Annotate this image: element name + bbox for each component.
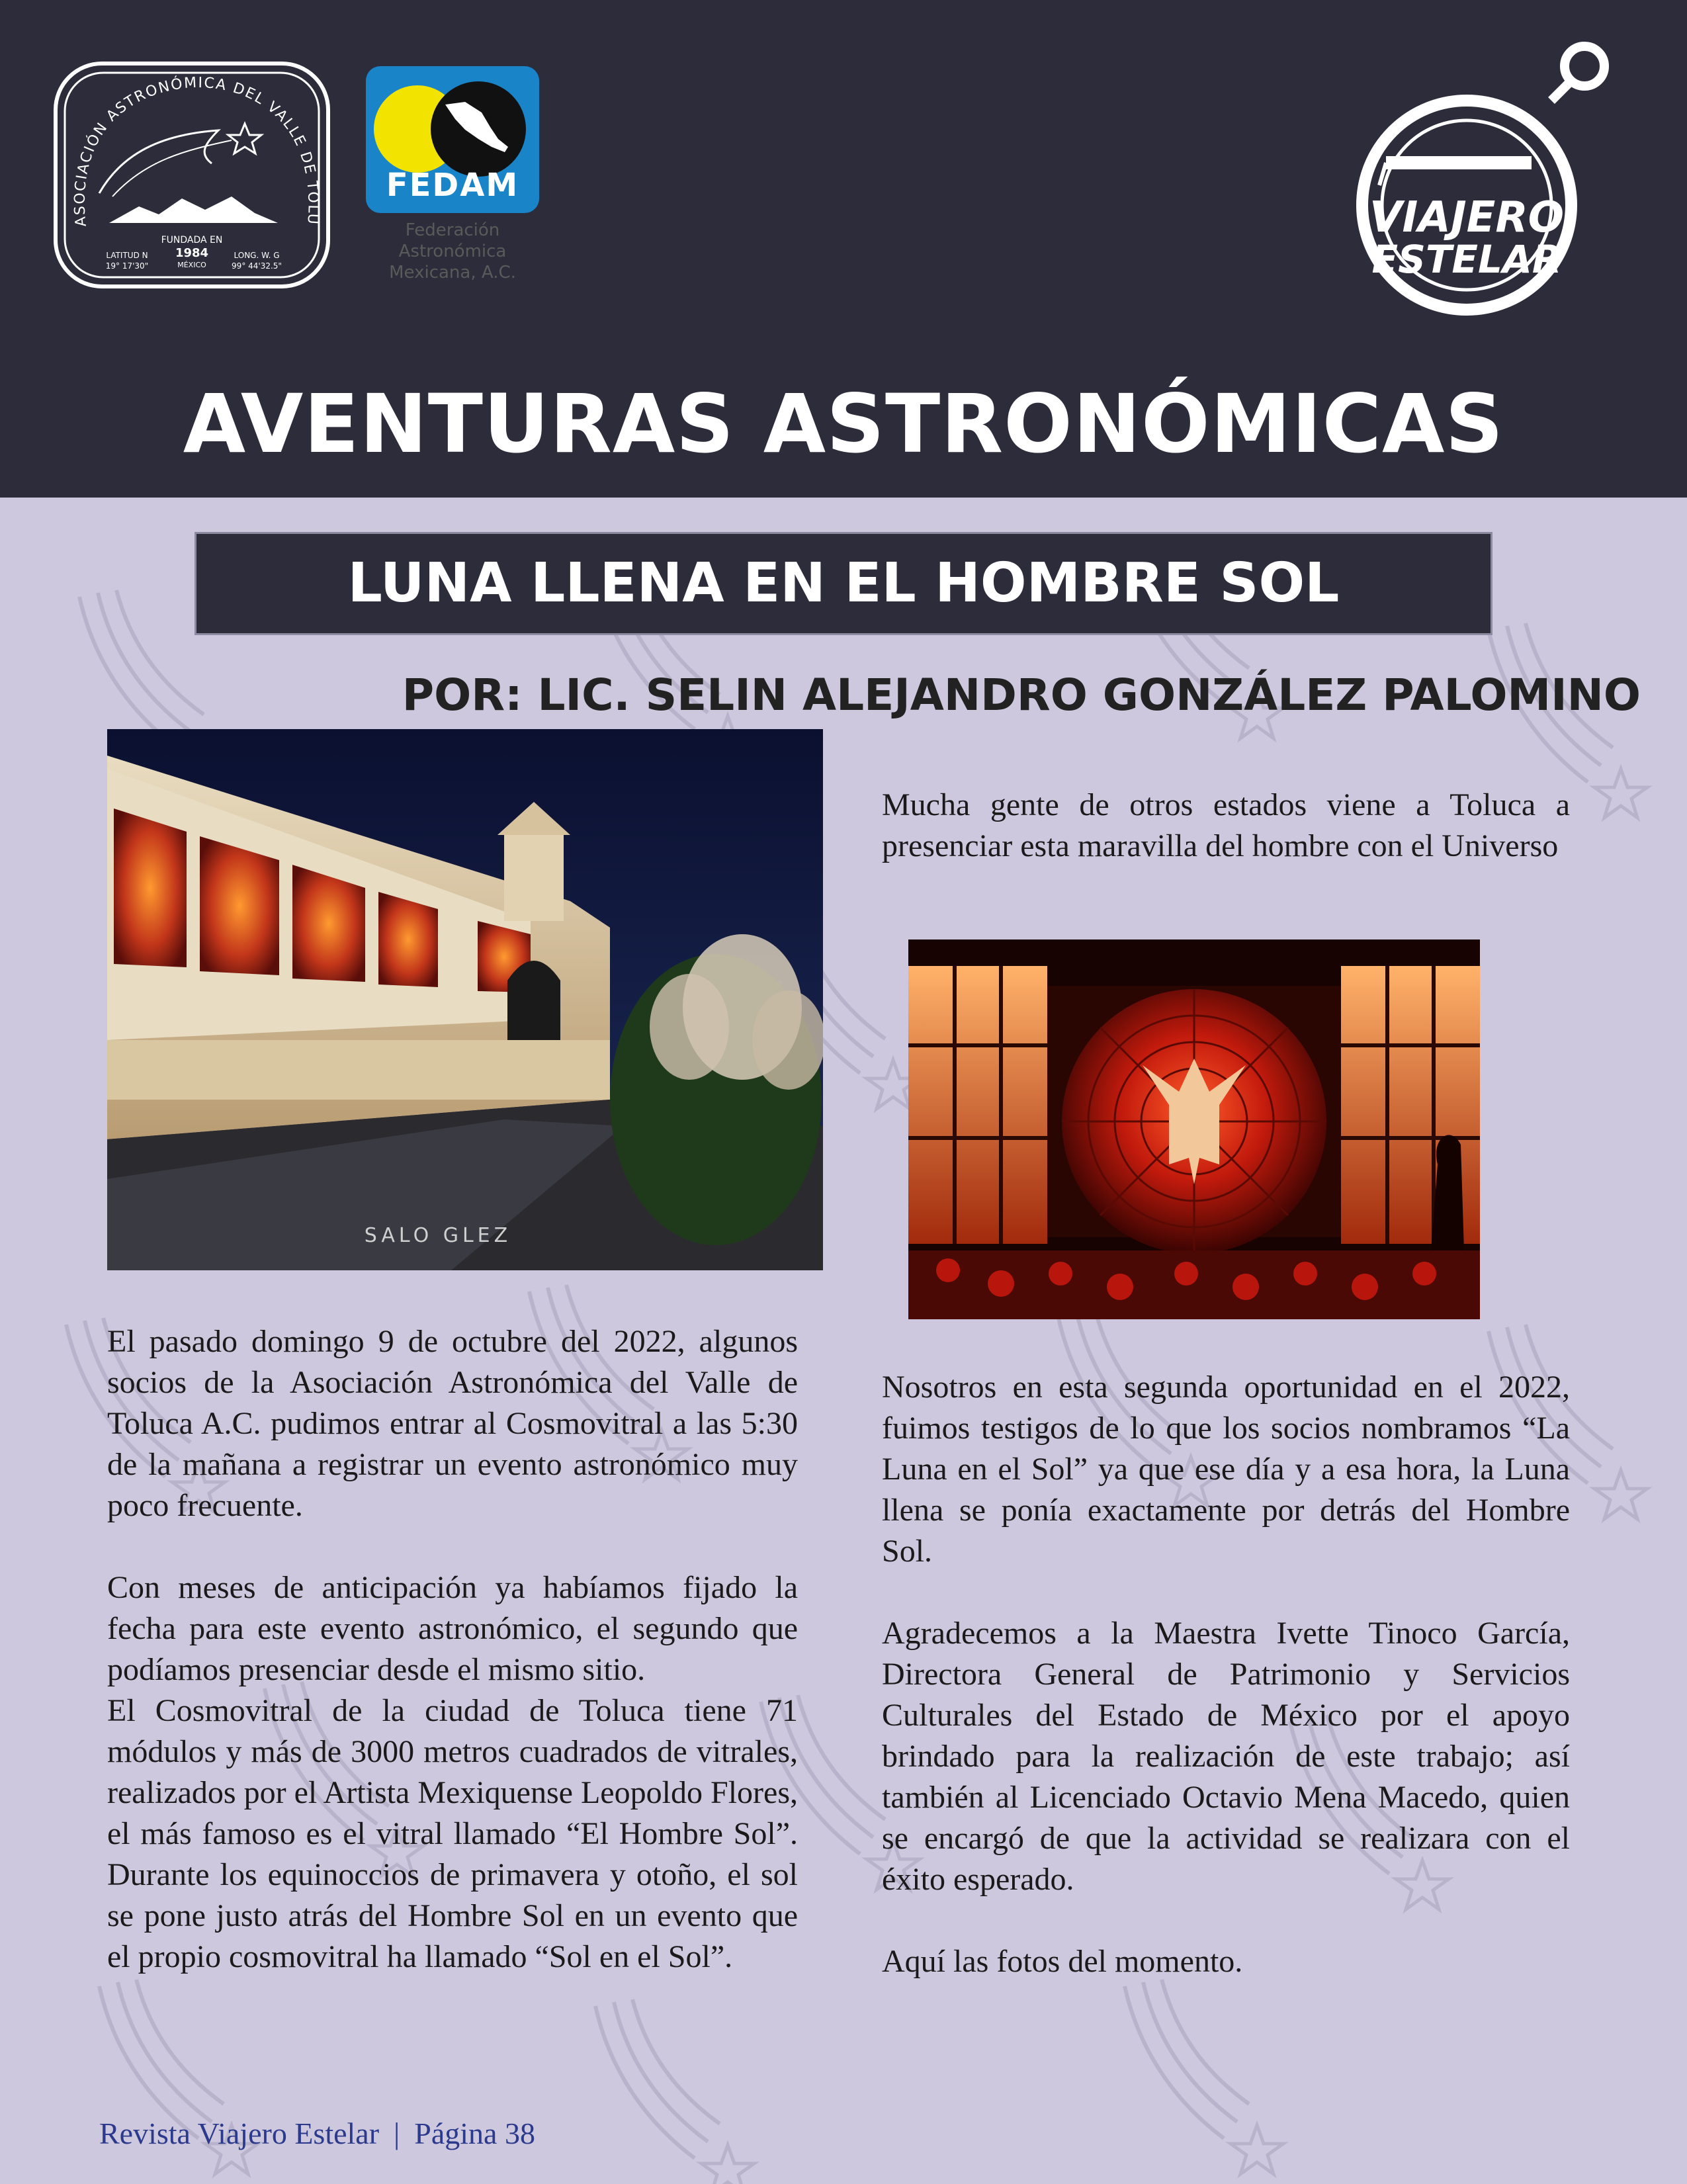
aavt-ring-text: ASOCIACIÓN ASTRONÓMICA DEL VALLE DE TOLU bbox=[71, 74, 322, 228]
aavt-lat-value: 19° 17'30" bbox=[105, 261, 149, 271]
footer-page-number: Página 38 bbox=[414, 2117, 535, 2150]
section-title: AVENTURAS ASTRONÓMICAS bbox=[183, 377, 1504, 471]
article-column-left bbox=[107, 1321, 798, 1978]
paragraph-visitors: Mucha gente de otros estados viene a Toluca a presenciar esta maravilla del hombre con el Universo bbox=[882, 787, 1570, 863]
viajero-estelar-logo bbox=[1313, 40, 1621, 318]
paragraph-planning: Con meses de anticipación ya habíamos fijado la fecha para este evento astronómico, el segundo que podíamos presenciar desde el mismo sitio. bbox=[107, 1570, 798, 1687]
aavt-long-label: LONG. W. G bbox=[234, 251, 280, 260]
fedam-acronym: FEDAM bbox=[386, 167, 519, 204]
footer-magazine-name: Revista Viajero Estelar bbox=[99, 2117, 380, 2150]
paragraph-luna-en-el-sol: Nosotros en esta segunda oportunidad en el 2022, fuimos testigos de lo que los socios nombramos “La Luna en el Sol” ya que ese día y a esa hora, la Luna llena se ponía exactamente por detrás del Hombre Sol. bbox=[882, 1370, 1570, 1569]
paragraph-acknowledgements: Agradecemos a la Maestra Ivette Tinoco García, Directora General de Patrimonio y Servicios Culturales del Estado de México por el apoyo brindado para la realización de este trabajo; así también al Licenciado Octavio Mena Macedo, quien se encargó de que la actividad se realizara con el éxito esperado. bbox=[882, 1616, 1570, 1897]
paragraph-photos: Aquí las fotos del momento. bbox=[882, 1944, 1243, 1979]
aavt-lat-label: LATITUD N bbox=[106, 251, 148, 260]
viajero-logo-line-1: VIAJERO bbox=[1369, 193, 1565, 242]
article-title: LUNA LLENA EN EL HOMBRE SOL bbox=[347, 552, 1340, 615]
cosmovitral-exterior-photo bbox=[107, 729, 823, 1270]
viajero-logo-line-2: ESTELAR bbox=[1371, 237, 1562, 282]
aavt-founded-label: FUNDADA EN bbox=[161, 235, 223, 245]
article-column-right bbox=[882, 1367, 1570, 1982]
paragraph-cosmovitral: El Cosmovitral de la ciudad de Toluca tiene 71 módulos y más de 3000 metros cuadrados de vitrales, realizados por el Artista Mexiquense Leopoldo Flores, el más famoso es el vitral llamado “El Hombre Sol”. Durante los equinoccios de primavera y otoño, el sol se pone justo atrás del Hombre Sol en un evento que el propio cosmovitral ha llamado “Sol en el Sol”. bbox=[107, 1693, 798, 1974]
article-title-bar bbox=[195, 532, 1492, 635]
paragraph-event-intro: El pasado domingo 9 de octubre del 2022, algunos socios de la Asociación Astronómica del Valle de Toluca A.C. pudimos entrar al Cosmovitral a las 5:30 de la mañana a registrar un evento astronómico muy poco frecuente. bbox=[107, 1324, 798, 1523]
page-footer bbox=[99, 2116, 535, 2151]
article-column-right-top bbox=[882, 785, 1570, 867]
aavt-founded-year: 1984 bbox=[175, 246, 209, 260]
aavt-long-value: 99° 44'32.5" bbox=[232, 261, 282, 271]
fedam-line-3: Mexicana, A.C. bbox=[389, 263, 516, 283]
fedam-line-1: Federación bbox=[405, 220, 500, 240]
fedam-logo bbox=[366, 66, 539, 284]
aavt-founded-place: MÉXICO bbox=[177, 261, 206, 269]
fedam-line-2: Astronómica bbox=[398, 241, 507, 261]
hombre-sol-photo bbox=[908, 939, 1480, 1319]
byline: POR: LIC. SELIN ALEJANDRO GONZÁLEZ PALOMINO bbox=[402, 670, 1641, 721]
footer-separator: | bbox=[394, 2117, 400, 2150]
photo-credit: SALO GLEZ bbox=[364, 1224, 512, 1247]
aavt-logo bbox=[53, 61, 331, 289]
